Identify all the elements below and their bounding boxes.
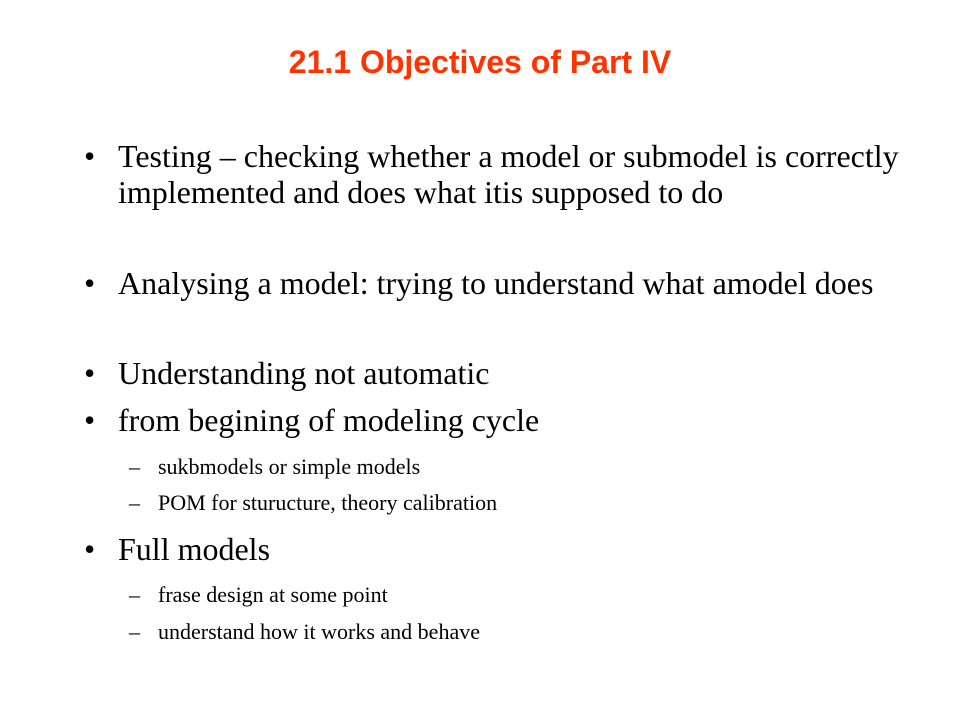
bullet-item-full-models [84, 531, 918, 567]
bullet-text: Testing – checking whether a model or submodel is correctly implemented and does what itis supposed to do [118, 138, 899, 210]
sub-item-understand-how [129, 619, 878, 645]
slide-title: 21.1 Objectives of Part IV [288, 44, 672, 80]
sub-item-marker: – [129, 582, 140, 607]
sub-item-frase-design [129, 582, 878, 608]
bullet-marker: • [84, 355, 96, 391]
sub-item-text: sukbmodels or simple models [158, 454, 421, 479]
bullet-item-analysing [84, 265, 918, 301]
sub-item-text: understand how it works and behave [158, 619, 480, 644]
sub-item-text: frase design at some point [158, 582, 388, 607]
bullet-text: from begining of modeling cycle [118, 402, 540, 438]
bullet-marker: • [84, 402, 96, 438]
sub-item-pom [129, 490, 878, 516]
sub-item-text: POM for sturucture, theory calibration [158, 490, 498, 515]
bullet-text: Analysing a model: trying to understand what amodel does [118, 265, 874, 301]
bullet-item-testing [84, 138, 918, 210]
sub-item-marker: – [129, 454, 140, 479]
bullet-text: Understanding not automatic [118, 355, 490, 391]
bullet-item-understanding [84, 355, 918, 391]
bullet-item-from-begining [84, 402, 918, 438]
bullet-marker: • [84, 138, 96, 174]
bullet-text: Full models [118, 531, 271, 567]
sub-item-marker: – [129, 619, 140, 644]
sub-item-marker: – [129, 490, 140, 515]
bullet-marker: • [84, 531, 96, 567]
sub-item-submodels [129, 454, 878, 480]
bullet-marker: • [84, 265, 96, 301]
